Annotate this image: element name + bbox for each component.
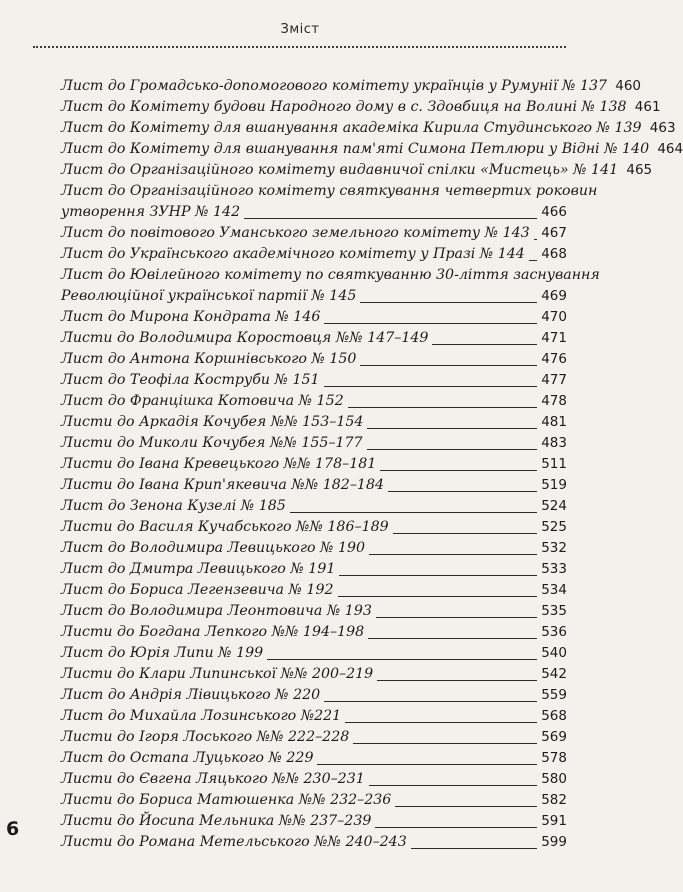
leader-line	[345, 721, 537, 723]
toc-entry-title: Листи до Ігоря Лоського №№ 222–228	[61, 729, 350, 745]
leader-line	[324, 700, 537, 702]
toc-entry-page: 599	[541, 834, 567, 850]
leader-line	[353, 742, 537, 744]
toc-entry-title: Лист до Володимира Левицького № 190	[61, 540, 366, 556]
toc-entry-title: Лист до Дмитра Левицького № 191	[61, 561, 336, 577]
leader-line	[360, 364, 537, 366]
toc-entry	[61, 643, 567, 664]
toc-entry-page: 478	[541, 393, 567, 409]
leader-line	[290, 511, 537, 513]
toc-entry	[61, 496, 567, 517]
toc-entry-page: 468	[541, 246, 567, 262]
leader-line	[380, 469, 537, 471]
toc-entry	[61, 223, 567, 244]
toc-entry-page: 481	[541, 414, 567, 430]
toc-entry-page: 471	[541, 330, 567, 346]
leader-line	[377, 679, 537, 681]
toc-entry-page: 524	[541, 498, 567, 514]
toc-entry-title: Лист до Андрія Лівицького № 220	[61, 687, 321, 703]
toc-entry-title: Листи до Василя Кучабського №№ 186–189	[61, 519, 389, 535]
toc-entry	[61, 328, 567, 349]
toc-entry-title: Лист до Остапа Луцького № 229	[61, 750, 314, 766]
leader-line	[376, 616, 537, 618]
toc-entry-title-line2: утворення ЗУНР № 142	[61, 204, 241, 220]
toc-entry-page: 461	[634, 99, 661, 115]
toc-entry-title: Листи до Йосипа Мельника №№ 237–239	[61, 813, 372, 829]
toc-entry-page: 469	[541, 288, 567, 304]
toc-entry	[61, 601, 567, 622]
toc-entry-page: 535	[541, 603, 567, 619]
toc-entry	[61, 811, 567, 832]
toc-entry-title-line1: Лист до Організаційного комітету святкування четвертих роковин	[61, 183, 598, 199]
toc-entry-title: Лист до Громадсько-допомогового комітету українців у Румунії № 137	[61, 78, 608, 94]
toc-entry-page: 591	[541, 813, 567, 829]
toc-entry	[61, 685, 567, 706]
header-divider	[33, 46, 566, 48]
toc-entry	[61, 391, 567, 412]
toc-entry	[61, 538, 567, 559]
toc-entry-title: Лист до Організаційного комітету видавничої спілки «Мистець» № 141	[61, 162, 619, 178]
leader-line	[411, 847, 537, 849]
toc-entry-page: 568	[541, 708, 567, 724]
leader-line	[369, 784, 537, 786]
toc-entry-page: 466	[541, 204, 567, 220]
toc-entry-page: 582	[541, 792, 567, 808]
toc-entry-title: Лист до Володимира Леонтовича № 193	[61, 603, 372, 619]
toc-entry	[61, 76, 642, 97]
toc-entry-title: Листи до Бориса Матюшенка №№ 232–236	[61, 792, 392, 808]
toc-entry-page: 464	[657, 141, 683, 157]
toc-entry-title: Лист до Михайла Лозинського №221	[61, 708, 342, 724]
toc-entry-page: 460	[615, 78, 642, 94]
toc-entry-title: Листи до Аркадія Кочубея №№ 153–154	[61, 414, 364, 430]
leader-line	[338, 595, 537, 597]
toc-entry	[61, 349, 567, 370]
toc-entry	[61, 748, 567, 769]
toc-entry	[61, 559, 567, 580]
toc-entry-page: 511	[541, 456, 567, 472]
toc-entry-page: 477	[541, 372, 567, 388]
toc-entry-title: Лист до Зенона Кузелі № 185	[61, 498, 286, 514]
toc-entry	[61, 580, 567, 601]
toc-entry	[61, 118, 676, 139]
leader-line	[348, 406, 537, 408]
toc-entry	[61, 160, 653, 181]
toc-entry	[61, 706, 567, 727]
leader-line	[267, 658, 537, 660]
toc-entry-title-line2: Революційної української партії № 145	[61, 288, 357, 304]
toc-entry	[61, 769, 567, 790]
toc-entry-title: Листи до Івана Крип'якевича №№ 182–184	[61, 477, 385, 493]
toc-entry-title: Лист до Юрія Липи № 199	[61, 645, 264, 661]
toc-entry-page: 532	[541, 540, 567, 556]
page-number: 6	[6, 818, 20, 840]
toc-entry-title: Лист до Францішка Котовича № 152	[61, 393, 344, 409]
toc-entry-page: 536	[541, 624, 567, 640]
leader-line	[324, 385, 537, 387]
toc-entry	[61, 727, 567, 748]
toc-entry-title: Листи до Івана Кревецького №№ 178–181	[61, 456, 377, 472]
toc-entry	[61, 832, 567, 853]
toc-entry	[61, 790, 567, 811]
leader-line	[388, 490, 537, 492]
leader-line	[375, 826, 537, 828]
toc-entry-title-line1: Лист до Ювілейного комітету по святкуванню 30-ліття заснування	[61, 267, 600, 283]
leader-line	[369, 553, 537, 555]
toc-entry-title: Листи до Євгена Ляцького №№ 230–231	[61, 771, 365, 787]
toc-entry-title: Лист до повітового Уманського земельного комітету № 143	[61, 225, 530, 241]
leader-line	[244, 217, 537, 219]
toc-entry-page: 569	[541, 729, 567, 745]
leader-line	[529, 259, 537, 261]
leader-line	[432, 343, 537, 345]
toc-entry	[61, 412, 567, 433]
toc-entry-title: Лист до Комітету для вшанування пам'яті Симона Петлюри у Відні № 140	[61, 141, 650, 157]
toc-entry	[61, 139, 683, 160]
toc-entry	[61, 517, 567, 538]
toc-entry-page: 580	[541, 771, 567, 787]
leader-line	[395, 805, 537, 807]
toc-entry-page: 525	[541, 519, 567, 535]
toc-entry	[61, 622, 567, 643]
toc-entry-title: Лист до Мирона Кондрата № 146	[61, 309, 321, 325]
running-header: Зміст	[280, 22, 320, 37]
toc-entry	[61, 307, 567, 328]
toc-entry-page: 533	[541, 561, 567, 577]
toc-entry	[61, 475, 567, 496]
toc-entry-page: 542	[541, 666, 567, 682]
leader-line	[367, 427, 537, 429]
toc-entry-page: 476	[541, 351, 567, 367]
toc-entry	[61, 181, 598, 223]
toc-entry	[61, 433, 567, 454]
toc-entry-title: Лист до Антона Коршнівського № 150	[61, 351, 357, 367]
toc-entry-title: Листи до Клари Липинської №№ 200–219	[61, 666, 374, 682]
toc-entry-title: Лист до Бориса Легензевича № 192	[61, 582, 334, 598]
toc-entry-title: Лист до Комітету будови Народного дому в с. Здовбиця на Волині № 138	[61, 99, 627, 115]
toc-entry-page: 559	[541, 687, 567, 703]
toc-entry-page: 463	[649, 120, 676, 136]
leader-line	[317, 763, 537, 765]
toc-entry-title: Листи до Володимира Коростовця №№ 147–149	[61, 330, 429, 346]
toc-entry-title: Листи до Миколи Кочубея №№ 155–177	[61, 435, 363, 451]
toc-entry	[61, 664, 567, 685]
toc-entry-page: 519	[541, 477, 567, 493]
leader-line	[339, 574, 537, 576]
toc-entry	[61, 97, 661, 118]
toc-entry-page: 540	[541, 645, 567, 661]
toc-entry-title: Лист до Українського академічного комітету у Празі № 144	[61, 246, 525, 262]
leader-line	[360, 301, 537, 303]
toc-entry	[61, 244, 567, 265]
toc-entry-page: 534	[541, 582, 567, 598]
toc-entry-title: Листи до Богдана Лепкого №№ 194–198	[61, 624, 365, 640]
toc-entry	[61, 265, 600, 307]
leader-line	[393, 532, 537, 534]
toc-entry-page: 470	[541, 309, 567, 325]
toc-entry	[61, 370, 567, 391]
toc-entry-page: 467	[541, 225, 567, 241]
leader-line	[324, 322, 537, 324]
leader-line	[368, 637, 537, 639]
toc-entry	[61, 454, 567, 475]
toc-entry-title: Листи до Романа Метельського №№ 240–243	[61, 834, 407, 850]
leader-line	[367, 448, 537, 450]
table-of-contents	[61, 76, 683, 853]
toc-entry-page: 483	[541, 435, 567, 451]
toc-entry-title: Лист до Теофіла Коструби № 151	[61, 372, 320, 388]
toc-entry-page: 465	[626, 162, 653, 178]
toc-entry-page: 578	[541, 750, 567, 766]
toc-entry-title: Лист до Комітету для вшанування академіка Кирила Студинського № 139	[61, 120, 642, 136]
